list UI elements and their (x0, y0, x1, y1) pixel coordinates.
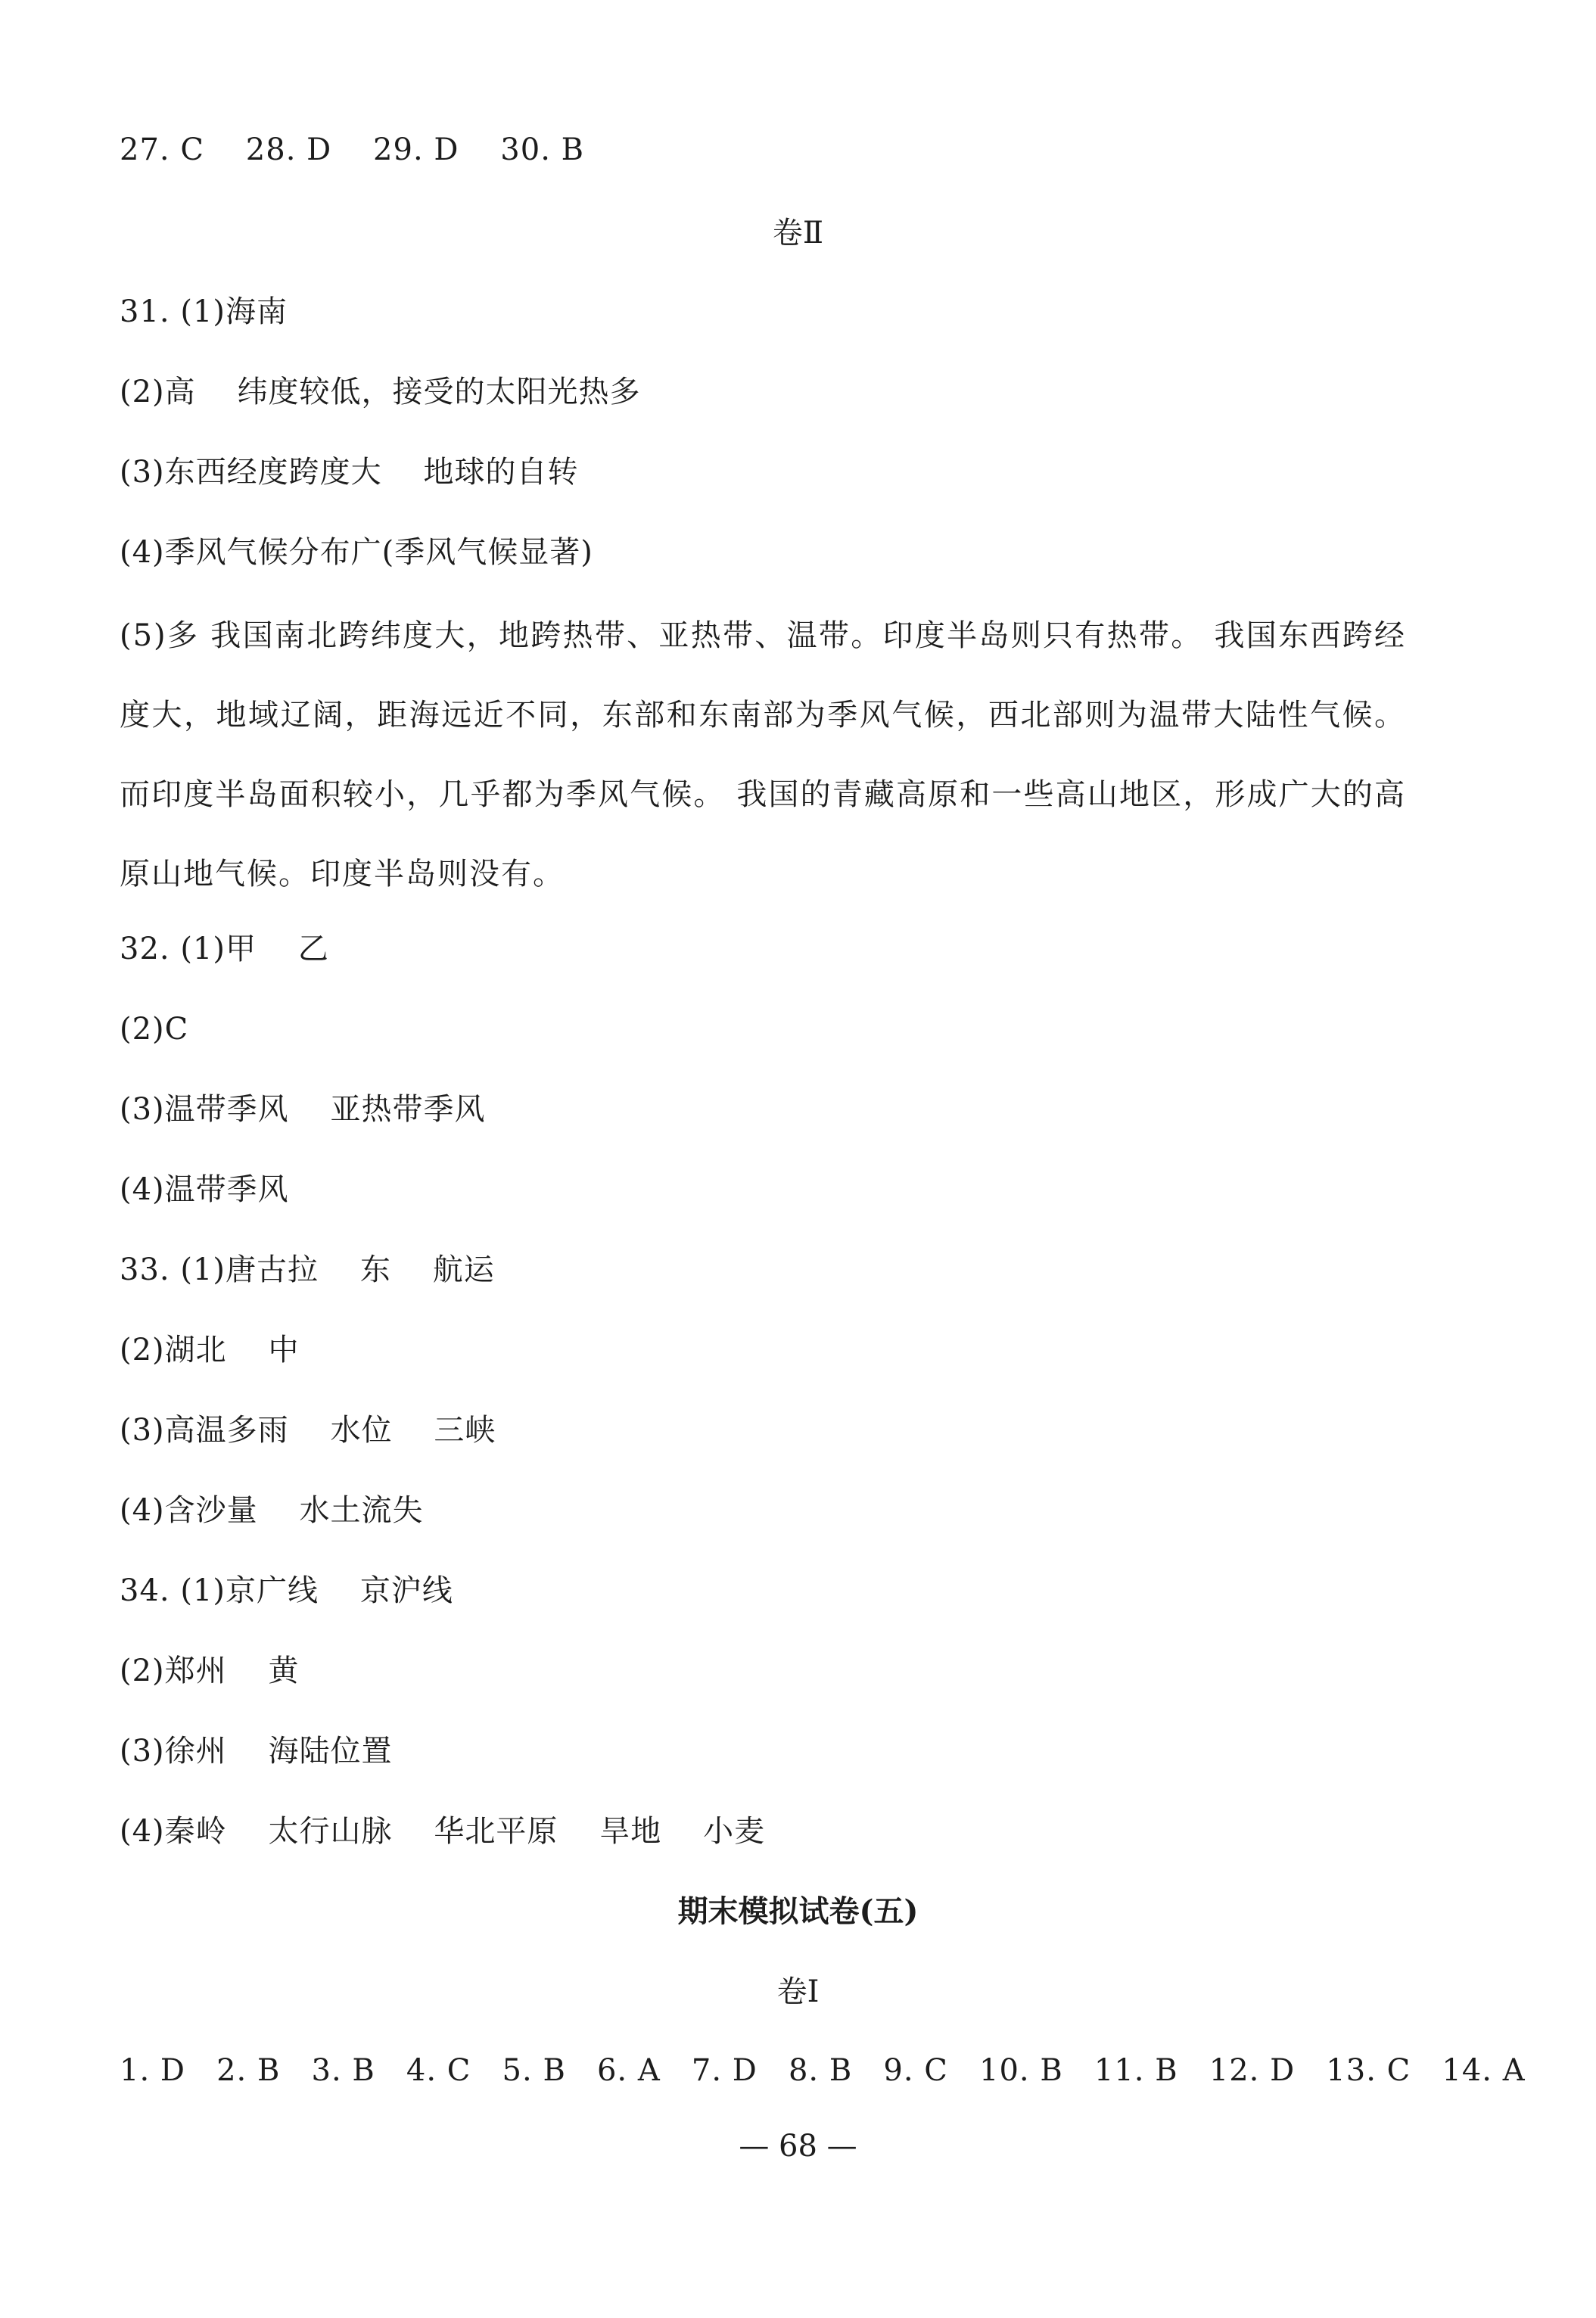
q31-part-1: 31. (1)海南 (120, 294, 288, 329)
q32-part-1: 32. (1)甲 乙 (120, 932, 329, 966)
exam-title: 期末模拟试卷(五) (677, 1893, 919, 1929)
q34-part-2: (2)郑州 黄 (120, 1654, 300, 1688)
q33-part-3: (3)高温多雨 水位 三峡 (120, 1413, 496, 1448)
q31-part-3: (3)东西经度跨度大 地球的自转 (120, 455, 579, 490)
page-number: — 68 — (739, 2129, 857, 2164)
q31-part-4: (4)季风气候分布广(季风气候显著) (120, 535, 593, 570)
q33-part-4: (4)含沙量 水土流失 (120, 1493, 424, 1528)
q33-part-1: 33. (1)唐古拉 东 航运 (120, 1252, 495, 1287)
q34-part-4: (4)秦岭 太行山脉 华北平原 旱地 小麦 (120, 1814, 766, 1849)
q32-part-3: (3)温带季风 亚热带季风 (120, 1092, 486, 1127)
q31-part-2: (2)高 纬度较低，接受的太阳光热多 (120, 375, 641, 409)
q32-part-2: (2)C (120, 1012, 189, 1047)
answers-27-30: 27. C 28. D 29. D 30. B (120, 132, 585, 167)
q32-part-4: (4)温带季风 (120, 1172, 289, 1207)
section-volume-1-title: 卷Ⅰ (776, 1974, 820, 2009)
q33-part-2: (2)湖北 中 (120, 1333, 300, 1367)
q34-part-1: 34. (1)京广线 京沪线 (120, 1573, 453, 1608)
answers-1-14: 1. D 2. B 3. B 4. C 5. B 6. A 7. D 8. B 9. C 10. B 11. B 12. D 13. C 14. A (120, 2053, 1526, 2088)
section-volume-2-title: 卷Ⅱ (772, 216, 824, 250)
q31-part-5: (5)多 我国南北跨纬度大，地跨热带、亚热带、温带。印度半岛则只有热带。 我国东西跨经度大，地域辽阔，距海远近不同，东部和东南部为季风气候，西北部则为温带大陆性气候。而印度半岛面积较小，几乎都为季风气候。 我国的青藏高原和一些高山地区，形成广大的高原山地气候。印度半岛则没有。 (120, 618, 1406, 891)
q34-part-3: (3)徐州 海陆位置 (120, 1734, 393, 1769)
